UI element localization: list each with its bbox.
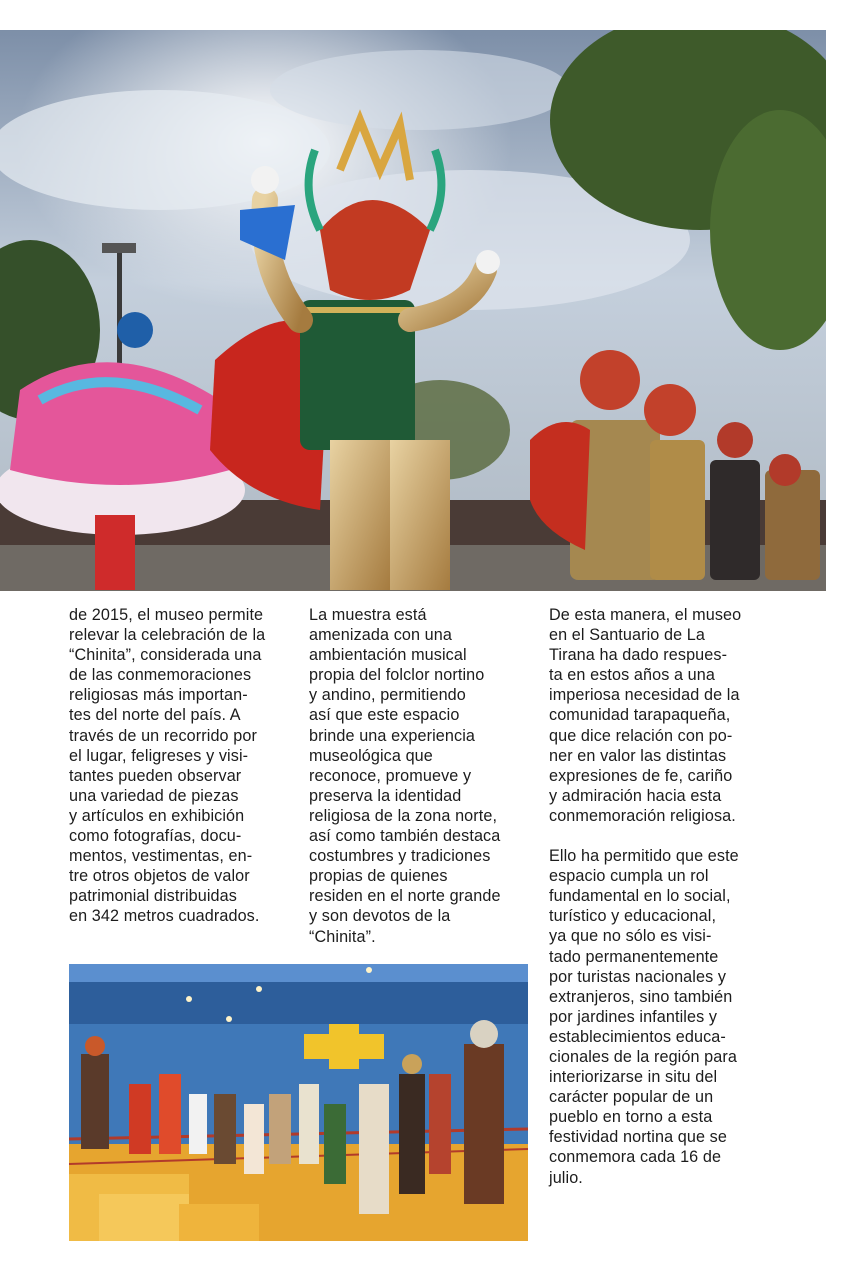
article-paragraph: De esta manera, el museo en el Santuario de La Tirana ha dado respues- ta en estos años a una imperiosa necesidad de la comunidad tarapaqueña, que dice relación con po- ner en valor las distintas expresiones de fe, cariño y admiración hacia esta conmemoración religiosa. [549,606,742,825]
article-paragraph: La muestra está amenizada con una ambientación musical propia del folclor nortino y andino, permitiendo así que este espacio brinde una experiencia museológica que reconoce, promueve y preserva la identidad religiosa de la zona norte, así como también destaca costumbres y tradiciones propias de quienes residen en el norte grande y son devotos de la “Chinita”. [309,606,501,946]
article-paragraph: de 2015, el museo permite relevar la celebración de la “Chinita”, considerada una de las conmemoraciones religiosas más importan- tes del norte del país. A través de un recorrido por el lugar, feligreses y visi- tantes pueden observar una variedad de piezas y artículos en exhibición como fotografías, docu- mentos, vestimentas, en- tre otros objetos de valor patrimonial distribuidas en 342 metros cuadrados. [69,606,266,926]
article-column-3 [549,605,779,1188]
article-column-1 [69,605,301,927]
article-paragraph: Ello ha permitido que este espacio cumpla un rol fundamental en lo social, turístico y educacional, ya que no sólo es visi- tado permanentemente por turistas nacionales y extranjeros, sino también por jardines infantiles y establecimientos educa- cionales de la región para interiorizarse in situ del carácter popular de un pueblo en torno a esta festividad nortina que se conmemora cada 16 de julio. [549,847,739,1187]
museum-exhibition-photo [69,964,528,1241]
festival-dancers-photo [0,30,826,591]
article-column-2 [309,605,535,947]
